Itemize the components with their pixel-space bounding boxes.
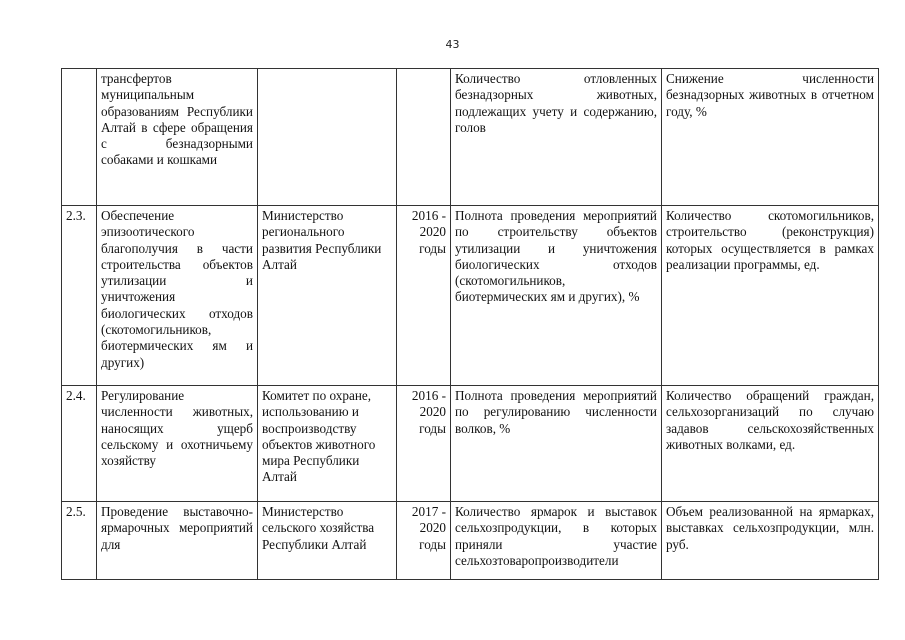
result-indicator: Количество скотомогильников, строительство (реконструкция) которых осуществляется в рамках реализации программы, ед. [662, 206, 879, 386]
indicator: Полнота проведения мероприятий по регулированию численности волков, % [451, 386, 662, 502]
term-end: 2020 годы [419, 404, 446, 436]
row-number: 2.5. [62, 502, 97, 580]
program-measures-table [61, 68, 879, 580]
term-start: 2017 - [411, 504, 446, 519]
term-end: 2020 годы [419, 520, 446, 552]
term [397, 206, 451, 386]
result-indicator: Снижение численности безнадзорных животных в отчетном году, % [662, 69, 879, 206]
indicator: Полнота проведения мероприятий по строительству объектов утилизации и уничтожения биологических отходов (скотомогильников, биотермических ям и других), % [451, 206, 662, 386]
term-start: 2016 - [411, 208, 446, 223]
measure-name: Проведение выставочно-ярмарочных мероприятий для [97, 502, 258, 580]
executor: Министерство регионального развития Республики Алтай [258, 206, 397, 386]
table-row [62, 69, 879, 206]
result-indicator: Объем реализованной на ярмарках, выставках сельхозпродукции, млн. руб. [662, 502, 879, 580]
term [397, 502, 451, 580]
page-number: 43 [445, 38, 460, 51]
term-end: 2020 годы [419, 224, 446, 256]
executor [258, 69, 397, 206]
table-row [62, 206, 879, 386]
executor: Министерство сельского хозяйства Республики Алтай [258, 502, 397, 580]
measure-name: Регулирование численности животных, наносящих ущерб сельскому и охотничьему хозяйству [97, 386, 258, 502]
indicator: Количество ярмарок и выставок сельхозпродукции, в которых приняли участие сельхозтоваропроизводители [451, 502, 662, 580]
row-number: 2.4. [62, 386, 97, 502]
executor: Комитет по охране, использованию и воспроизводству объектов животного мира Республики Алтай [258, 386, 397, 502]
indicator: Количество отловленных безнадзорных животных, подлежащих учету и содержанию, голов [451, 69, 662, 206]
row-number [62, 69, 97, 206]
table-row [62, 502, 879, 580]
row-number: 2.3. [62, 206, 97, 386]
term [397, 386, 451, 502]
term-start: 2016 - [411, 388, 446, 403]
table-row [62, 386, 879, 502]
result-indicator: Количество обращений граждан, сельхозорганизаций по случаю задавов сельскохозяйственных животных волками, ед. [662, 386, 879, 502]
measure-name: трансфертов муниципальным образованиям Республики Алтай в сфере обращения с безнадзорными собаками и кошками [97, 69, 258, 206]
measure-name: Обеспечение эпизоотического благополучия в части строительства объектов утилизации и уничтожения биологических отходов (скотомогильников, биотермических ям и других) [97, 206, 258, 386]
term [397, 69, 451, 206]
